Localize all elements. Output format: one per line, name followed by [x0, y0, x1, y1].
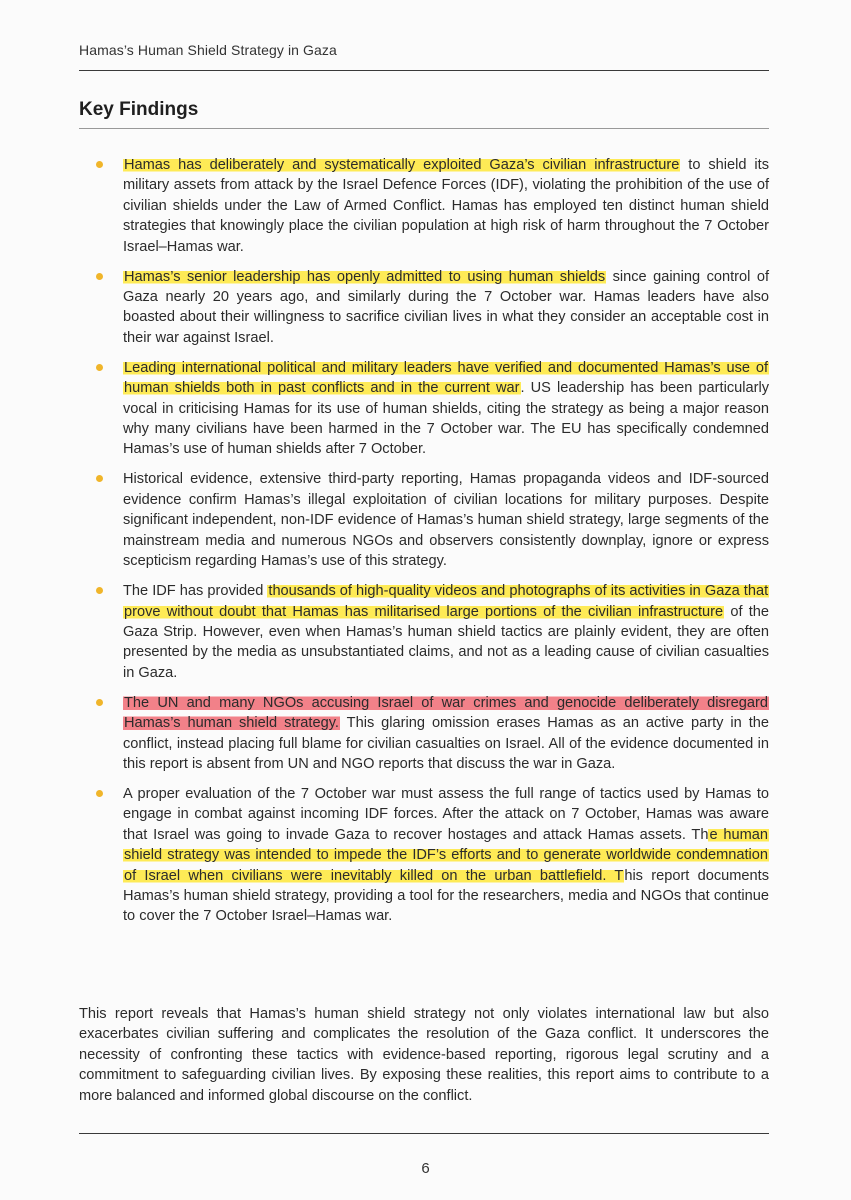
section-title: Key Findings — [79, 99, 199, 120]
bullet-dot-icon — [96, 161, 103, 168]
bullet-dot-icon — [96, 790, 103, 797]
finding-6 — [79, 693, 769, 775]
title-rule — [79, 128, 769, 129]
finding-2 — [79, 267, 769, 349]
finding-text: This glaring omission erases Hamas as an active party in the conflict, instead placing full blame for civilian casualties on Israel. All of the evidence documented in this report is absent from UN and NGO reports that discuss the war in Gaza. — [123, 715, 769, 772]
conclusion-paragraph: This report reveals that Hamas’s human shield strategy not only violates international law but also exacerbates civilian suffering and complicates the resolution of the Gaza conflict. It underscores the necessity of confronting these tactics with evidence-based reporting, rigorous legal scrutiny and a commitment to safeguarding civilian lives. By exposing these realities, this report aims to contribute to a more balanced and informed global discourse on the conflict. — [79, 1006, 769, 1104]
finding-1 — [79, 155, 769, 257]
highlighted-text-red: The UN and many NGOs accusing Israel of war crimes and genocide deliberately disregard Hamas’s human shield strategy. — [124, 694, 768, 732]
finding-3 — [79, 358, 769, 460]
bullet-dot-icon — [96, 699, 103, 706]
finding-5 — [79, 581, 769, 683]
finding-text: . US leadership has been particularly vocal in criticising Hamas for its use of human shields, citing the strategy as being a major reason why many civilians have been harmed in the 7 October war. The EU has specifically condemned Hamas’s use of human shields after 7 October. — [123, 380, 769, 458]
running-header: Hamas’s Human Shield Strategy in Gaza — [79, 42, 337, 58]
highlighted-text: Hamas’s senior leadership has openly admitted to using human shields — [124, 268, 606, 285]
finding-text: to shield its military assets from attack by the Israel Defence Forces (IDF), violating the prohibition of the use of civilian shields under the Law of Armed Conflict. Hamas has employed ten distinct human shield strategies that knowingly place the civilian population at high risk of harm throughout the 7 October Israel–Hamas war. — [123, 157, 769, 255]
bullet-dot-icon — [96, 364, 103, 371]
finding-text: his report documents Hamas’s human shield strategy, providing a tool for the researchers, media and NGOs that continue to cover the 7 October Israel–Hamas war. — [123, 867, 769, 925]
highlighted-text: Hamas has deliberately and systematically exploited Gaza’s civilian infrastructure — [124, 157, 680, 173]
page-number: 6 — [421, 1160, 430, 1177]
highlighted-text: e human shield strategy was intended to impede the IDF’s efforts and to generate worldwide condemnation of Israel when civilians were inevitably killed on the urban battlefield. T — [124, 826, 768, 884]
finding-7 — [79, 784, 769, 927]
finding-text: Historical evidence, extensive third-party reporting, Hamas propaganda videos and IDF-sourced evidence confirm Hamas’s illegal exploitation of civilian locations for military purposes. Despite significant independent, non-IDF evidence of Hamas’s human shield strategy, large segments of the mainstream media and numerous NGOs and observers consistently downplay, ignore or express scepticism regarding Hamas’s use of this strategy. — [123, 471, 769, 570]
header-rule — [79, 70, 769, 71]
finding-4 — [79, 469, 769, 571]
finding-text-before: A proper evaluation of the 7 October war must assess the full range of tactics used by Hamas to engage in combat against incoming IDF forces. After the attack on 7 October, Hamas was aware that Israel was going to invade Gaza to recover hostages and attack Hamas assets. Th — [123, 785, 769, 843]
bullet-dot-icon — [96, 273, 103, 280]
finding-text: since gaining control of Gaza nearly 20 years ago, and similarly during the 7 October war. Hamas leaders have also boasted about their willingness to sacrifice civilian lives in what they consider an acceptable cost in their war against Israel. — [123, 268, 769, 346]
finding-text-before: The IDF has provided — [123, 583, 268, 600]
finding-text: of the Gaza Strip. However, even when Hamas’s human shield tactics are plainly evident, they are often presented by the media as unsubstantiated claims, and not as a leading cause of civilian casualties in Gaza. — [123, 603, 769, 681]
highlighted-text: Leading international political and military leaders have verified and documented Hamas’s use of human shields both in past conflicts and in the current war — [124, 359, 768, 397]
footer-rule — [79, 1133, 769, 1134]
bullet-dot-icon — [96, 475, 103, 482]
bullet-dot-icon — [96, 587, 103, 594]
highlighted-text: thousands of high-quality videos and photographs of its activities in Gaza that prove without doubt that Hamas has militarised large portions of the civilian infrastructure — [124, 583, 769, 620]
key-findings-list — [79, 155, 769, 936]
